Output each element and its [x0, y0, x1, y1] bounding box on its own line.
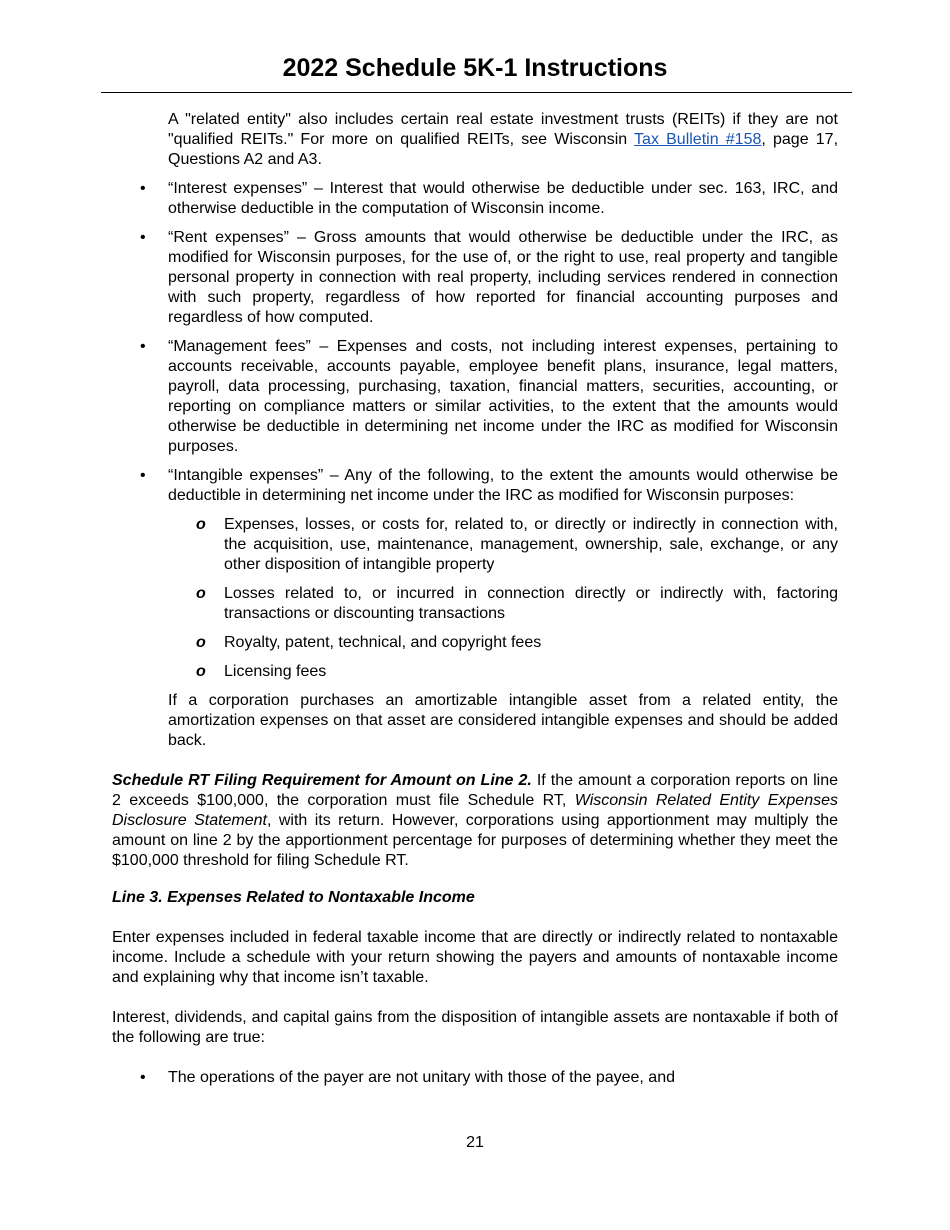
schedule-rt-text-2: , with its return. However, corporations using apportionment may multiply the amount on line 2 by the apportionment percentage for purposes of determining whether they meet the $100,000 threshold for filing Schedule RT. [112, 812, 839, 869]
reit-text-1: A "related entity" also includes certain real estate investment trusts (REITs) if they are not "qualified REITs." For more on qualified REITs, see Wisconsin [168, 111, 838, 148]
bullet-icon: • [140, 180, 146, 197]
reit-paragraph [168, 110, 838, 170]
header-rule [101, 92, 852, 93]
definition-text: “Rent expenses” – Gross amounts that would otherwise be deductible under the IRC, as modified for Wisconsin purposes, for the use of, or the right to use, real property and tangible personal property in connection with real property, including services rendered in connection with such property, regardless of how reported for financial accounting purposes and regardless of how computed. [168, 229, 838, 326]
condition-text: The operations of the payer are not unitary with those of the payee, and [168, 1069, 675, 1086]
bullet-icon: • [140, 467, 146, 484]
schedule-rt-heading: Schedule RT Filing Requirement for Amount on Line 2. [112, 772, 532, 789]
definition-text: “Management fees” – Expenses and costs, not including interest expenses, pertaining to accounts receivable, accounts payable, employee benefit plans, insurance, legal matters, payroll, data processing, purchasing, taxation, financial matters, securities, accounting, or reporting on compliance matters or similar activities, to the extent that the amounts would otherwise be deductible in determining net income under the IRC as modified for Wisconsin purposes. [168, 338, 838, 455]
sub-list-item [112, 584, 838, 624]
list-item-condition [112, 1068, 838, 1088]
intangible-expenses-sublist [112, 515, 838, 682]
sub-list-item [112, 515, 838, 575]
page-number: 21 [466, 1134, 484, 1151]
document-body [112, 110, 838, 1088]
list-item-interest-expenses [112, 179, 838, 219]
page-title: 2022 Schedule 5K-1 Instructions [282, 54, 668, 82]
list-item-management-fees [112, 337, 838, 457]
bullet-icon: • [140, 229, 146, 246]
schedule-rt-text-1: If the amount a corporation reports on line 2 exceeds $100,000, the corporation must file Schedule RT, [112, 772, 838, 809]
line3-heading: Line 3. Expenses Related to Nontaxable Income [112, 889, 475, 906]
list-item-rent-expenses [112, 228, 838, 328]
bullet-icon: • [140, 1069, 146, 1086]
sub-list-item [112, 662, 838, 682]
sub-item-text: Losses related to, or incurred in connection directly or indirectly with, factoring transactions or discounting transactions [224, 585, 838, 622]
line3-paragraph-1: Enter expenses included in federal taxable income that are directly or indirectly related to nontaxable income. Include a schedule with your return showing the payers and amounts of nontaxable income and explaining why that income isn’t taxable. [112, 929, 838, 986]
schedule-rt-form-name: Wisconsin Related Entity Expenses Disclosure Statement [112, 792, 839, 829]
definition-text: “Interest expenses” – Interest that would otherwise be deductible under sec. 163, IRC, and otherwise deductible in the computation of Wisconsin income. [168, 180, 838, 217]
list-item-intangible-expenses [112, 466, 838, 506]
sub-bullet-icon: o [196, 634, 206, 651]
sub-bullet-icon: o [196, 585, 206, 602]
sub-bullet-icon: o [196, 516, 206, 533]
tax-bulletin-link[interactable]: Tax Bulletin #158 [634, 131, 762, 148]
conditions-list [112, 1068, 838, 1088]
reit-text-2: , page 17, Questions A2 and A3. [168, 131, 839, 168]
sub-item-text: Expenses, losses, or costs for, related to, or directly or indirectly in connection with, the acquisition, use, maintenance, management, ownership, sale, exchange, or any other disposition of intangible property [224, 516, 838, 573]
bullet-icon: • [140, 338, 146, 355]
sub-list-item [112, 633, 838, 653]
amortization-note: If a corporation purchases an amortizable intangible asset from a related entity, the amortization expenses on that asset are considered intangible expenses and should be added back. [168, 692, 838, 749]
definitions-list [112, 179, 838, 506]
schedule-rt-paragraph [112, 771, 838, 871]
sub-item-text: Royalty, patent, technical, and copyright fees [224, 634, 542, 651]
sub-bullet-icon: o [196, 663, 206, 680]
sub-item-text: Licensing fees [224, 663, 327, 680]
line3-paragraph-2: Interest, dividends, and capital gains from the disposition of intangible assets are nontaxable if both of the following are true: [112, 1009, 838, 1046]
definition-text: “Intangible expenses” – Any of the following, to the extent the amounts would otherwise be deductible in determining net income under the IRC as modified for Wisconsin purposes: [168, 467, 838, 504]
